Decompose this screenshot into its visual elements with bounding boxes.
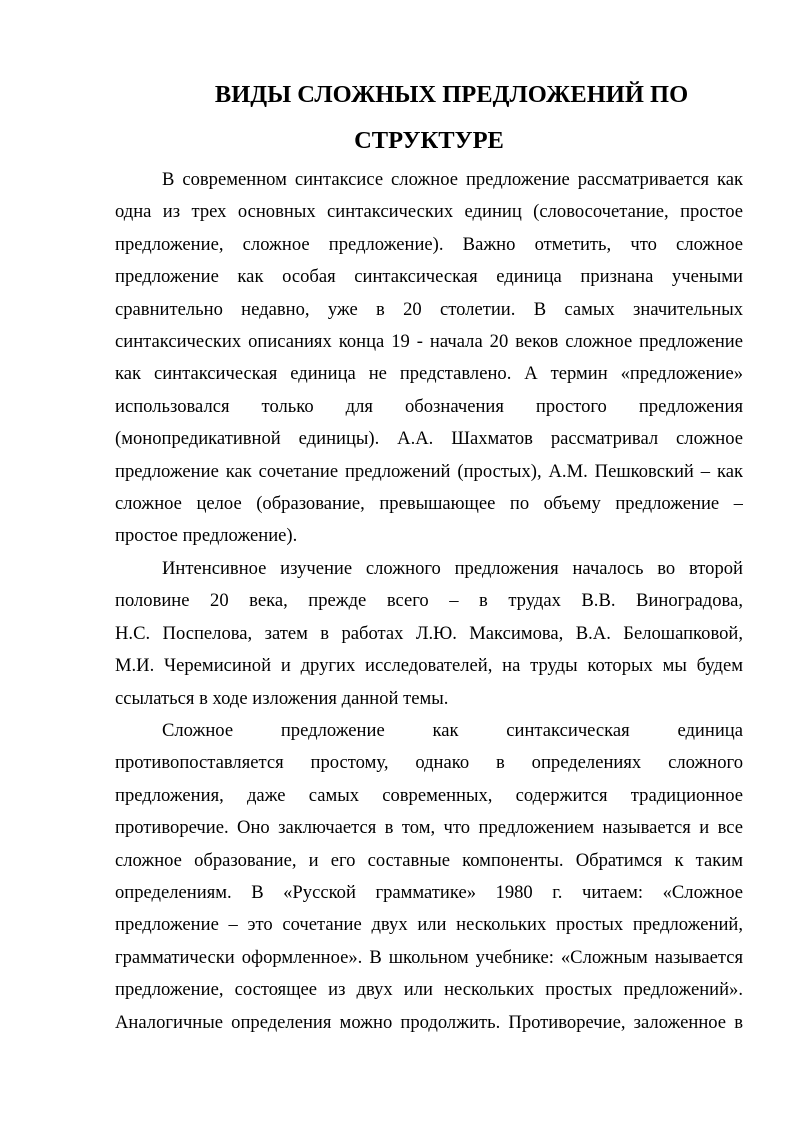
text-line: половине 20 века, прежде всего – в трудах В.В. Виноградова, xyxy=(115,590,743,612)
text-line: сложное образование, и его составные компоненты. Обратимся к таким xyxy=(115,849,743,871)
text-line: (монопредикативной единицы). А.А. Шахматов рассматривал сложное xyxy=(115,428,743,450)
document-body xyxy=(115,164,743,1039)
text-line: простое предложение). xyxy=(115,525,298,547)
text-line: Аналогичные определения можно продолжить. Противоречие, заложенное в xyxy=(115,1011,743,1033)
text-line: одна из трех основных синтаксических единиц (словосочетание, простое xyxy=(115,201,743,223)
text-line: как синтаксическая единица не представлено. А термин «предложение» xyxy=(115,363,743,385)
paragraph-2 xyxy=(115,553,743,715)
text-line: сложное целое (образование, превышающее по объему предложение – xyxy=(115,493,743,515)
text-line: М.И. Черемисиной и других исследователей, на труды которых мы будем xyxy=(115,655,743,677)
text-line: Интенсивное изучение сложного предложения началось во второй xyxy=(162,557,743,579)
text-line: предложение, состоящее из двух или нескольких простых предложений». xyxy=(115,979,743,1001)
text-line: предложения, даже самых современных, содержится традиционное xyxy=(115,784,743,806)
text-line: Сложное предложение как синтаксическая единица xyxy=(162,719,743,741)
text-line: предложение, сложное предложение). Важно отметить, что сложное xyxy=(115,233,743,255)
text-line: сравнительно недавно, уже в 20 столетии. В самых значительных xyxy=(115,298,743,320)
text-line: использовался только для обозначения простого предложения xyxy=(115,395,743,417)
text-line: противопоставляется простому, однако в определениях сложного xyxy=(115,752,743,774)
paragraph-3 xyxy=(115,715,743,1039)
text-line: противоречие. Оно заключается в том, что предложением называется и все xyxy=(115,817,743,839)
text-line: Н.С. Поспелова, затем в работах Л.Ю. Максимова, В.А. Белошапковой, xyxy=(115,622,743,644)
text-line: предложение как сочетание предложений (простых), А.М. Пешковский – как xyxy=(115,460,743,482)
text-line: предложение – это сочетание двух или нескольких простых предложений, xyxy=(115,914,743,936)
text-line: ссылаться в ходе изложения данной темы. xyxy=(115,687,449,709)
paragraph-1 xyxy=(115,164,743,553)
page-title xyxy=(115,72,743,164)
text-line: синтаксических описаниях конца 19 - начала 20 веков сложное предложение xyxy=(115,331,743,353)
text-line: грамматически оформленное». В школьном учебнике: «Сложным называется xyxy=(115,946,743,968)
text-line: определениям. В «Русской грамматике» 1980 г. читаем: «Сложное xyxy=(115,881,743,903)
title-line-1: ВИДЫ СЛОЖНЫХ ПРЕДЛОЖЕНИЙ ПО xyxy=(214,81,689,108)
title-line-2: СТРУКТУРЕ xyxy=(354,127,504,154)
text-line: В современном синтаксисе сложное предложение рассматривается как xyxy=(162,169,743,190)
text-line: предложение как особая синтаксическая единица признана учеными xyxy=(115,266,743,288)
